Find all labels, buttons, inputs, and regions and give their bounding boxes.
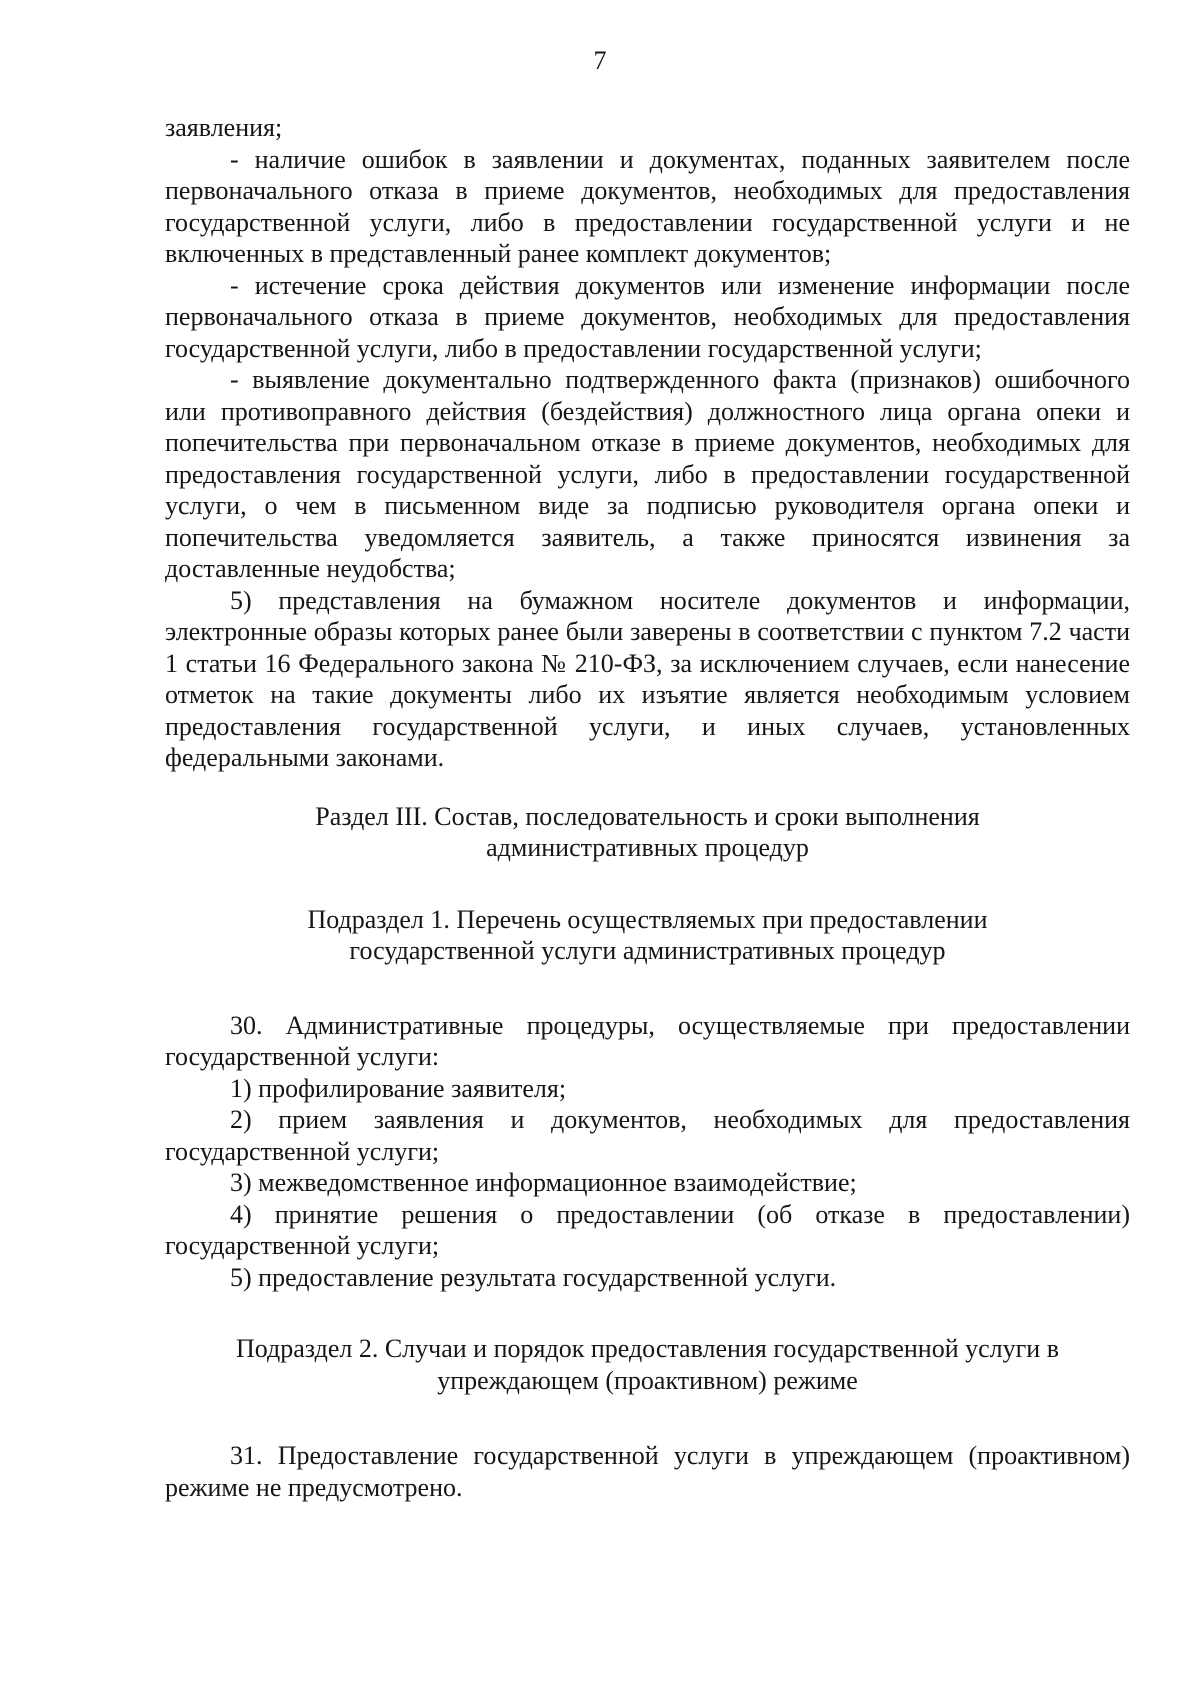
list-item: 5) предоставление результата государственной услуги. (230, 1262, 837, 1292)
paragraph: 5) представления на бумажном носителе документов и информации, электронные образы которых ранее были заверены в соответствии с пунктом 7.2 части 1 статьи 16 Федерального закона № 210-ФЗ, за исключением случаев, если нанесение отметок на такие документы либо их изъятие является необходимым условием предоставления государственной услуги, и иных случаев, установленных федеральными законами. (165, 585, 1130, 772)
list-item: 1) профилирование заявителя; (230, 1073, 567, 1103)
paragraph: - истечение срока действия документов или изменение информации после первоначального отказа в приеме документов, необходимых для предоставления государственной услуги, либо в предоставлении государственной услуги; (165, 270, 1130, 363)
section-heading (165, 801, 1130, 864)
section-heading-line: административных процедур (486, 833, 809, 862)
subsection-heading-line: государственной услуги административных процедур (349, 936, 946, 965)
paragraph: - выявление документально подтвержденного факта (признаков) ошибочного или противоправного действия (бездействия) должностного лица органа опеки и попечительства при первоначальном отказе в приеме документов, необходимых для предоставления государственной услуги, либо в предоставлении государственной услуги, о чем в письменном виде за подписью руководителя органа опеки и попечительства уведомляется заявитель, а также приносятся извинения за доставленные неудобства; (165, 365, 1130, 583)
document-body (165, 112, 1130, 1503)
list-item: 2) прием заявления и документов, необходимых для предоставления государственной услуги; (165, 1105, 1130, 1166)
subsection-heading (165, 1333, 1130, 1396)
subsection-heading-line: упреждающем (проактивном) режиме (437, 1365, 858, 1395)
subsection-heading (165, 904, 1130, 967)
paragraph: 30. Административные процедуры, осуществляемые при предоставлении государственной услуги: (165, 1010, 1130, 1071)
paragraph: - наличие ошибок в заявлении и документах, поданных заявителем после первоначального отказа в приеме документов, необходимых для предоставления государственной услуги, либо в предоставлении государственной услуги и не включенных в представленный ранее комплект документов; (165, 144, 1130, 268)
list-item: 4) принятие решения о предоставлении (об отказе в предоставлении) государственной услуги; (165, 1199, 1130, 1260)
subsection-heading-line: Подраздел 2. Случаи и порядок предоставления государственной услуги в (236, 1334, 1059, 1363)
paragraph: заявления; (165, 113, 283, 142)
paragraph: 31. Предоставление государственной услуги в упреждающем (проактивном) режиме не предусмотрено. (165, 1441, 1130, 1502)
list-item: 3) межведомственное информационное взаимодействие; (230, 1168, 857, 1197)
section-heading-line: Раздел III. Состав, последовательность и сроки выполнения (315, 801, 980, 831)
subsection-heading-line: Подраздел 1. Перечень осуществляемых при предоставлении (307, 904, 988, 934)
page-number: 7 (593, 46, 607, 75)
